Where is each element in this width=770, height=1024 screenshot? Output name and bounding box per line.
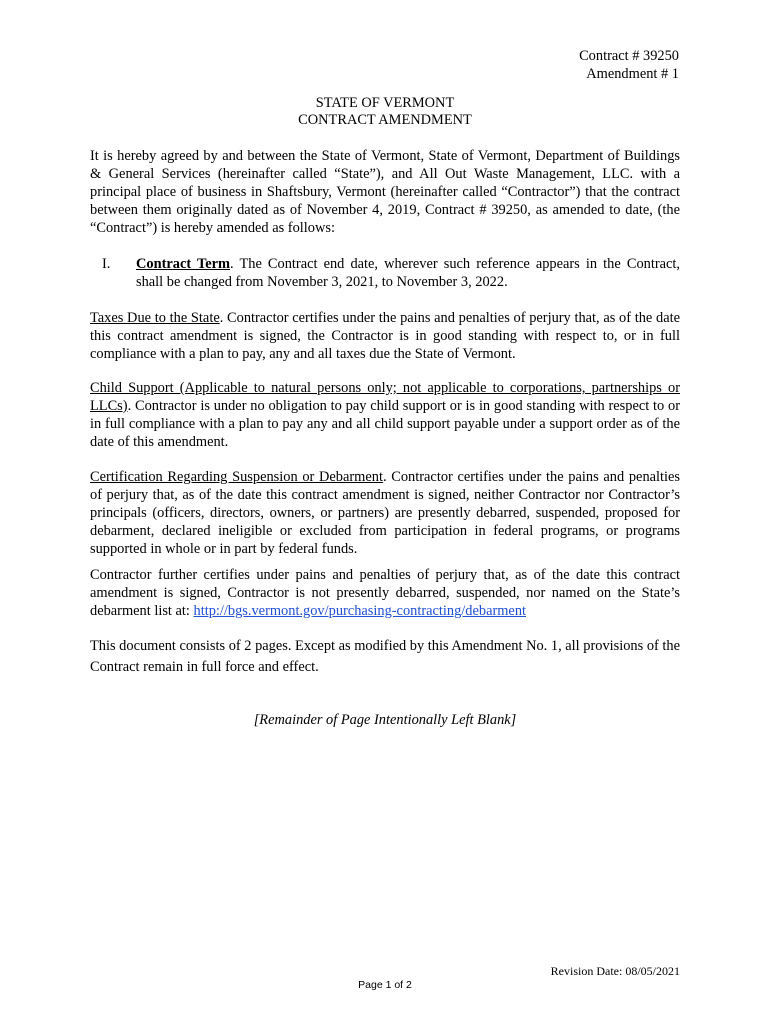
certification-paragraph (90, 468, 680, 558)
item-number: I. (102, 256, 111, 272)
page-title-state: STATE OF VERMONT (315, 95, 455, 111)
child-support-title: Child Support (Applicable to natural persons only; not applicable to corporations, partnerships or LLCs) (90, 380, 680, 414)
further-certification-paragraph (90, 566, 680, 620)
debarment-list-link[interactable]: http://bgs.vermont.gov/purchasing-contracting/debarment (193, 603, 527, 619)
child-support-paragraph (90, 379, 680, 451)
child-support-text: . Contractor is under no obligation to pay child support or is in good standing with respect to or in full compliance with a plan to pay any and all child support payable under a support order as of the date of this amendment. (90, 398, 680, 450)
taxes-paragraph (90, 309, 680, 363)
contract-number: Contract # 39250 (579, 48, 679, 64)
item-text: . The Contract end date, wherever such reference appears in the Contract, shall be changed from November 3, 2021, to November 3, 2022. (136, 256, 680, 290)
further-text: Contractor further certifies under pains and penalties of perjury that, as of the date this contract amendment is signed, Contractor is not presently debarred, suspended, nor named on the State’s debarment list at: (90, 567, 680, 619)
amendment-item (102, 255, 680, 291)
certification-title: Certification Regarding Suspension or Debarment (90, 469, 383, 485)
certification-text: . Contractor certifies under the pains and penalties of perjury that, as of the date this contract amendment is signed, neither Contractor nor Contractor’s principals (officers, directors, owners, or partners) are presently debarred, suspended, proposed for debarment, declared ineligible or excluded from participation in federal programs, or programs supported in whole or in part by federal funds. (90, 469, 681, 557)
page-number: Page 1 of 2 (358, 979, 412, 991)
intro-paragraph: It is hereby agreed by and between the State of Vermont, State of Vermont, Department of Buildings & General Services (hereinafter called “State”), and All Out Waste Management, LLC. with a principal place of business in Shaftsbury, Vermont (hereinafter called “Contractor”) that the contract between them originally dated as of November 4, 2019, Contract # 39250, as amended to date, (the “Contract”) is hereby amended as follows: (90, 148, 680, 236)
revision-date: Revision Date: 08/05/2021 (550, 964, 680, 978)
page-title-amendment: CONTRACT AMENDMENT (298, 112, 472, 128)
amendment-number: Amendment # 1 (586, 66, 679, 82)
item-body (136, 255, 680, 291)
taxes-title: Taxes Due to the State (90, 310, 220, 326)
document-consists-paragraph: This document consists of 2 pages. Except as modified by this Amendment No. 1, all provisions of the Contract remain in full force and effect. (90, 638, 680, 675)
taxes-text: . Contractor certifies under the pains and penalties of perjury that, as of the date this contract amendment is signed, the Contractor is in good standing with respect to, or in full compliance with a plan to pay, any and all taxes due the State of Vermont. (90, 310, 680, 362)
remainder-blank-note: [Remainder of Page Intentionally Left Blank] (253, 712, 517, 728)
item-title: Contract Term (136, 256, 231, 272)
